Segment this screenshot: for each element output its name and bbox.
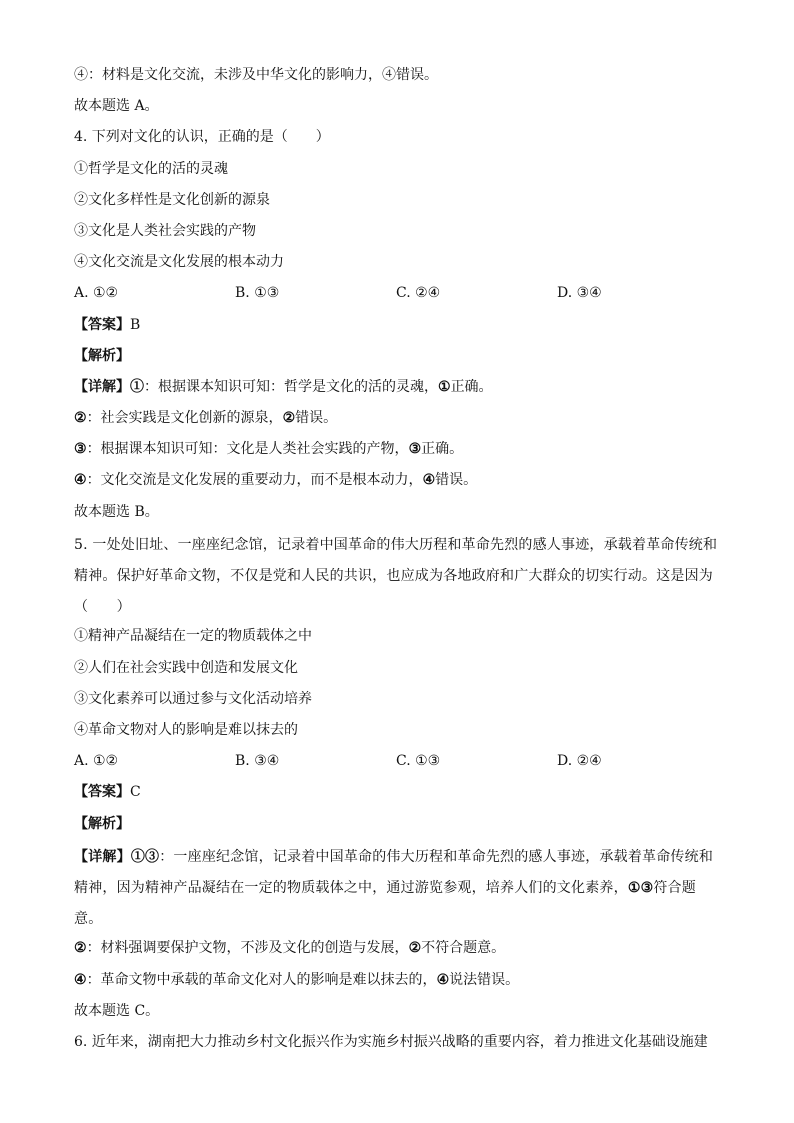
question-4-statement-4: ④文化交流是文化发展的根本动力 xyxy=(74,254,284,271)
answer-tag: 【答案】 xyxy=(74,316,130,333)
option-a: A. ①② xyxy=(74,753,119,770)
detail-text: ：根据课本知识可知：文化是人类社会实践的产物， xyxy=(86,441,409,458)
question-4-statement-1: ①哲学是文化的活的灵魂 xyxy=(74,160,228,177)
statement-mark: ④ xyxy=(436,971,450,988)
detail-verdict: 说法错误。 xyxy=(449,971,520,988)
detail-line-3 xyxy=(74,436,720,467)
detail-text: ：材料强调要保护文物，不涉及文化的创造与发展， xyxy=(86,940,409,957)
option-b: B. ③④ xyxy=(235,753,280,770)
detail-line-2 xyxy=(74,405,720,436)
question-4-statement-2: ②文化多样性是文化创新的源泉 xyxy=(74,191,270,208)
statement-mark: ① xyxy=(130,378,144,395)
detail-text: ：社会实践是文化创新的源泉， xyxy=(86,410,283,427)
answer-conclusion: 故本题选 B。 xyxy=(74,503,159,520)
answer-line xyxy=(74,779,720,810)
detail-text: ：根据课本知识可知：哲学是文化的活的灵魂， xyxy=(144,378,438,395)
question-5-stem: 5. 一处处旧址、一座座纪念馆，记录着中国革命的伟大历程和革命先烈的感人事迹，承载着革命传统和精神。保护好革命文物，不仅是党和人民的共识，也应成为各地政府和广大群众的切实行动。这是因为（ ） xyxy=(74,536,718,616)
answer-tag: 【答案】 xyxy=(74,784,130,801)
answer-conclusion: 故本题选 C。 xyxy=(74,1002,160,1019)
statement-mark: ①③ xyxy=(130,848,160,865)
detail-verdict: 正确。 xyxy=(450,378,493,395)
detail-line-4 xyxy=(74,467,720,498)
statement-mark: ② xyxy=(74,410,87,427)
detail-verdict: 错误。 xyxy=(295,410,338,427)
detail-verdict: 错误。 xyxy=(435,472,478,489)
option-c: C. ②④ xyxy=(396,285,441,302)
statement-mark: ② xyxy=(74,940,87,957)
statement-mark: ③ xyxy=(74,441,87,458)
option-a: A. ①② xyxy=(74,285,119,302)
statement-mark: ④ xyxy=(74,472,87,489)
detail-verdict: 符合题意。 xyxy=(74,879,696,928)
statement-mark: ③ xyxy=(408,441,422,458)
question-5-statement-2: ②人们在社会实践中创造和发展文化 xyxy=(74,659,298,676)
question-5-statement-3: ③文化素养可以通过参与文化活动培养 xyxy=(74,690,312,707)
detail-tag: 【详解】 xyxy=(74,378,130,395)
analysis-heading xyxy=(74,343,720,374)
answer-value: B xyxy=(130,316,141,333)
answer-conclusion: 故本题选 A。 xyxy=(74,98,159,115)
detail-text: ：一座座纪念馆，记录着中国革命的伟大历程和革命先烈的感人事迹，承载着革命传统和精神，因为精神产品凝结在一定的物质载体之中，通过游览参观，培养人们的文化素养， xyxy=(74,848,714,896)
question-4-options xyxy=(74,280,720,311)
statement-mark: ① xyxy=(438,378,451,395)
option-d: D. ②④ xyxy=(557,753,602,770)
statement-mark: ② xyxy=(282,410,296,427)
option-d: D. ③④ xyxy=(557,285,602,302)
detail-line-3 xyxy=(74,967,720,998)
analysis-line-4: ④：材料是文化交流，未涉及中华文化的影响力，④错误。 xyxy=(74,67,438,83)
option-b: B. ①③ xyxy=(235,285,280,302)
detail-verdict: 不符合题意。 xyxy=(421,940,506,957)
detail-tag: 【详解】 xyxy=(74,848,131,865)
question-4-statement-3: ③文化是人类社会实践的产物 xyxy=(74,222,256,239)
question-4-stem: 4. 下列对文化的认识，正确的是（ ） xyxy=(74,129,330,146)
answer-value: C xyxy=(130,784,141,801)
detail-line-2 xyxy=(74,935,720,966)
analysis-heading xyxy=(74,811,720,842)
option-c: C. ①③ xyxy=(396,753,441,770)
document-page xyxy=(74,62,720,1060)
statement-mark: ② xyxy=(408,940,422,957)
detail-text: ：文化交流是文化发展的重要动力，而不是根本动力， xyxy=(86,472,423,489)
detail-line-1 xyxy=(74,374,720,405)
question-5-statement-1: ①精神产品凝结在一定的物质载体之中 xyxy=(74,628,312,645)
statement-mark: ①③ xyxy=(627,879,654,896)
detail-line-1 xyxy=(74,842,720,936)
question-5-statement-4: ④革命文物对人的影响是难以抹去的 xyxy=(74,721,298,738)
detail-verdict: 正确。 xyxy=(421,441,464,458)
analysis-tag: 【解析】 xyxy=(74,815,130,832)
answer-line xyxy=(74,312,720,343)
question-5-options xyxy=(74,748,720,779)
statement-mark: ④ xyxy=(74,971,87,988)
statement-mark: ④ xyxy=(422,472,436,489)
question-6-stem: 6. 近年来，湖南把大力推动乡村文化振兴作为实施乡村振兴战略的重要内容，着力推进文化基础设施建 xyxy=(74,1033,708,1050)
analysis-tag: 【解析】 xyxy=(74,347,130,364)
detail-text: ：革命文物中承载的革命文化对人的影响是难以抹去的， xyxy=(86,971,437,988)
